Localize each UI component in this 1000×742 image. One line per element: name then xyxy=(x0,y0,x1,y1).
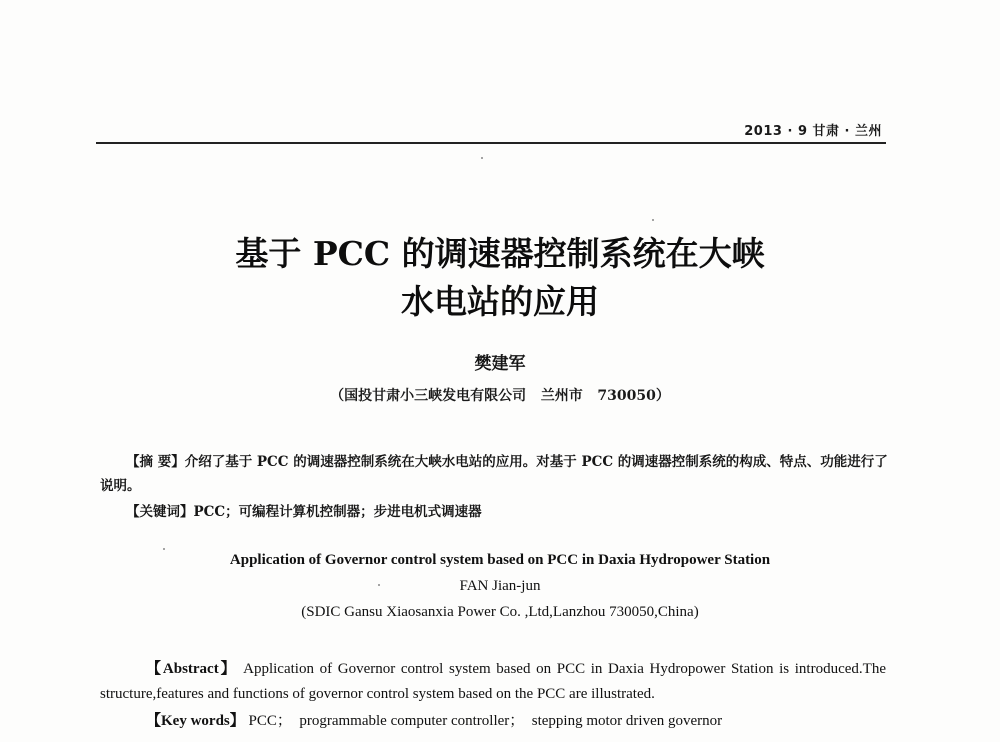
keywords-cn-text: PCC；可编程计算机控制器；步进电机式调速器 xyxy=(193,504,482,520)
abstract-cn-body xyxy=(100,450,890,498)
scan-speck xyxy=(378,584,380,586)
keywords-en-label: 【Key words】 xyxy=(146,713,245,729)
abstract-cn-text: 介绍了基于 PCC 的调速器控制系统在大峡水电站的应用。对基于 PCC 的调速器控制系统的构成、特点、功能进行了说明。 xyxy=(100,454,888,494)
affiliation-cn: （国投甘肃小三峡发电有限公司 兰州市 730050） xyxy=(330,388,670,404)
header-rule xyxy=(96,142,886,144)
author-cn: 樊建军 xyxy=(474,354,526,374)
keywords-en-text: PCC； programmable computer controller； stepping motor driven governor xyxy=(244,713,723,729)
abstract-en xyxy=(100,657,886,707)
paper-title-cn-line1: 基于 PCC 的调速器控制系统在大峡 xyxy=(235,234,765,273)
abstract-en-indent xyxy=(100,661,146,677)
abstract-en-text: Application of Governor control system based on PCC in Daxia Hydropower Station is introduced.The structure,features and functions of governor control system based on the PCC are illustrated. xyxy=(100,661,886,702)
paper-title-cn-line2: 水电站的应用 xyxy=(401,282,599,321)
affiliation-en: (SDIC Gansu Xiaosanxia Power Co. ,Ltd,Lanzhou 730050,China) xyxy=(301,604,699,620)
scan-speck xyxy=(163,548,165,550)
scan-speck xyxy=(652,219,654,221)
abstract-en-label: 【Abstract】 xyxy=(146,661,238,677)
scan-speck xyxy=(481,157,483,159)
journal-header-meta: 2013 · 9 甘肃 · 兰州 xyxy=(744,124,882,139)
paper-title-cn xyxy=(0,230,1000,326)
keywords-cn-label: 【关键词】 xyxy=(126,504,194,520)
author-en: FAN Jian-jun xyxy=(459,578,541,594)
paper-title-en: Application of Governor control system based on PCC in Daxia Hydropower Station xyxy=(229,552,771,568)
abstract-cn xyxy=(100,450,890,498)
abstract-cn-label: 【摘 要】 xyxy=(126,454,185,470)
keywords-en xyxy=(146,709,722,730)
keywords-cn xyxy=(126,500,482,520)
